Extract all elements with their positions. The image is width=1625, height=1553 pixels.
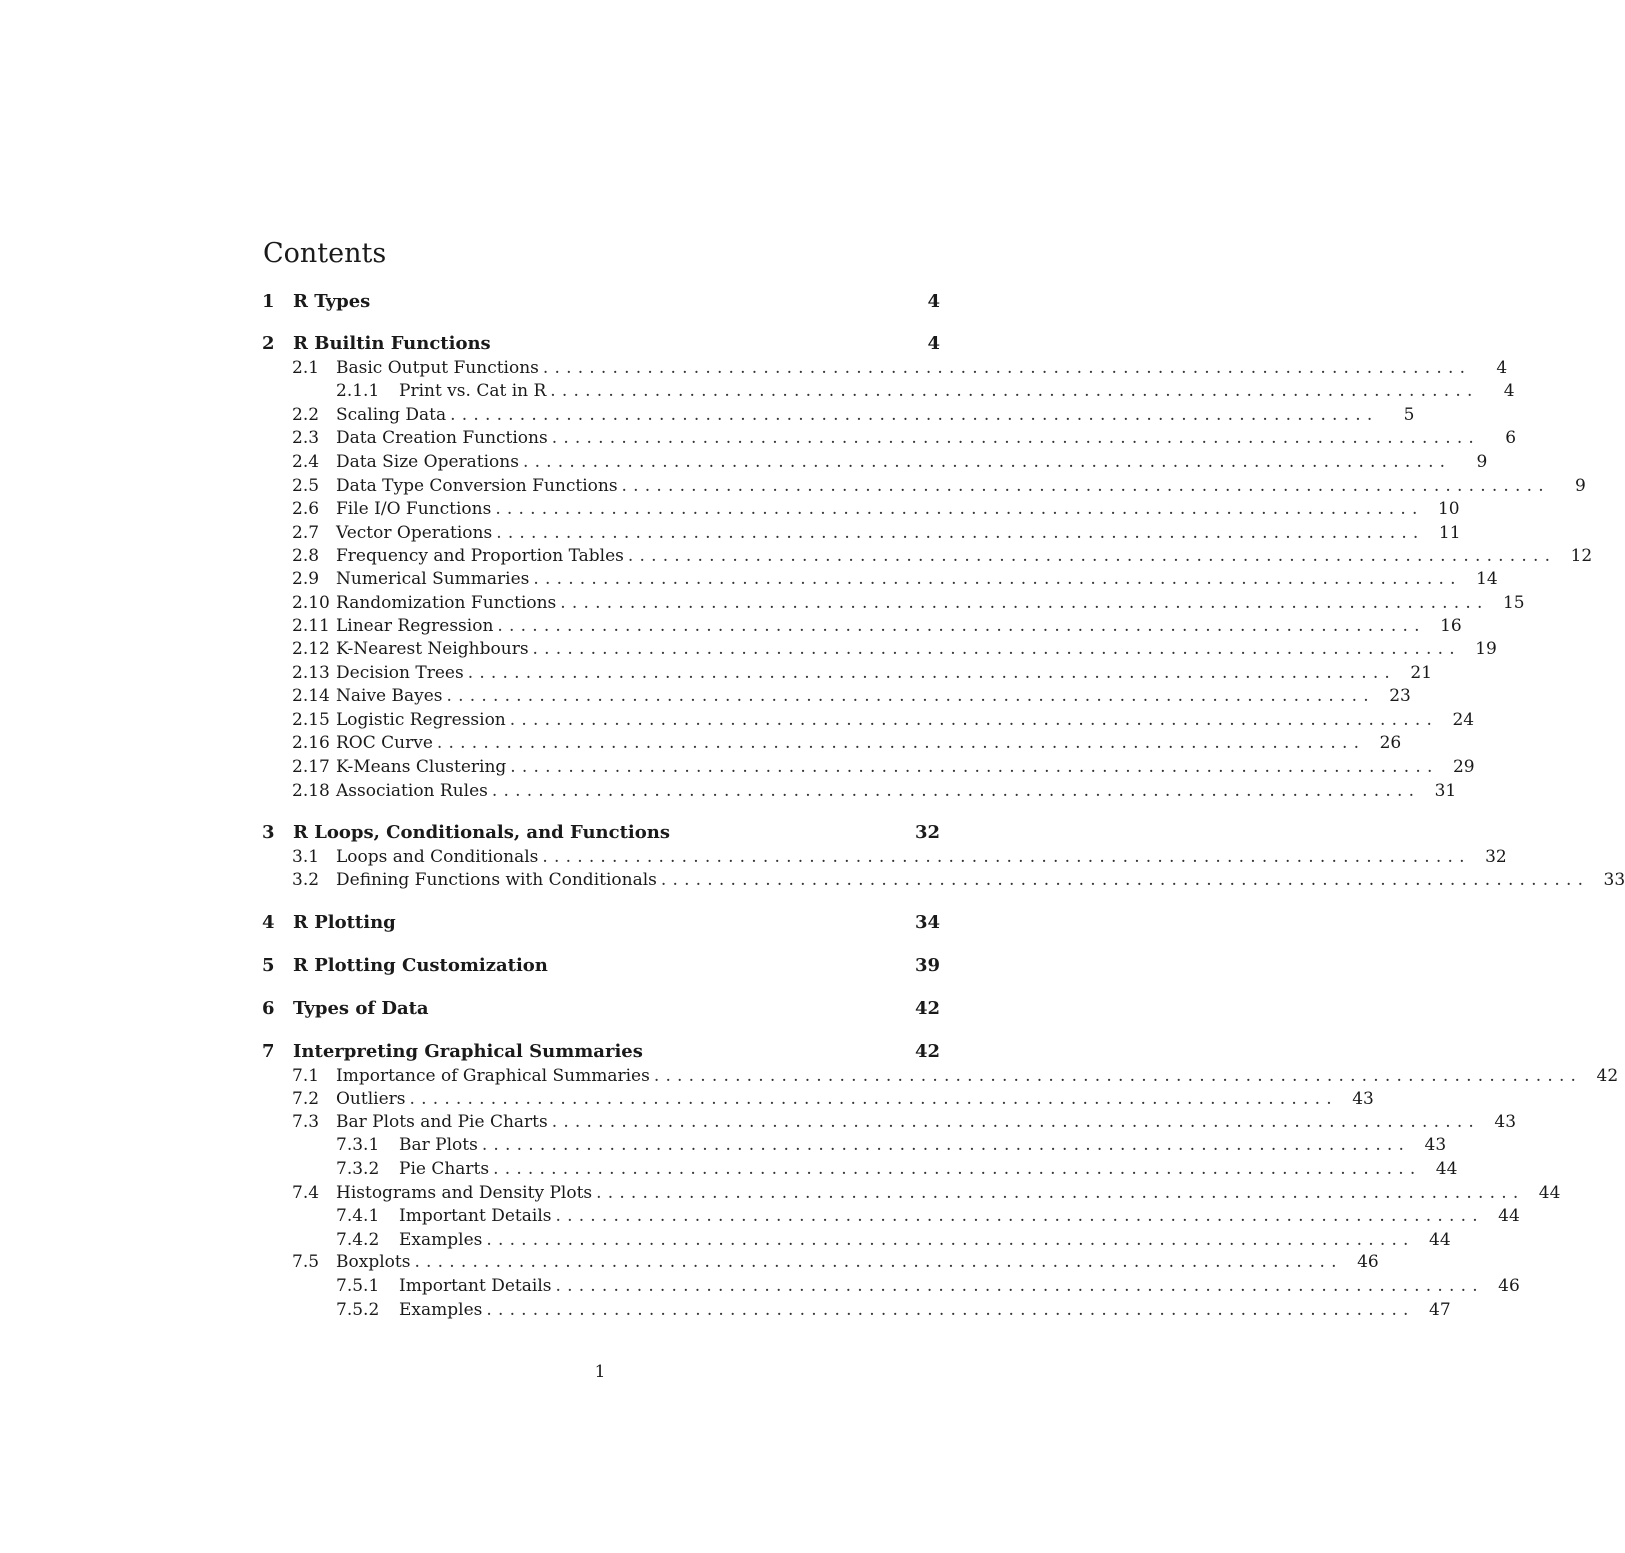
toc-entry-label: K-Means Clustering [336,757,507,777]
toc-entry-label: Types of Data [293,998,429,1019]
toc-entry-page: 23 [1389,686,1411,706]
toc-dot-leader: ................................................................................ [467,663,1397,683]
toc-subsection[interactable] [260,1087,1374,1111]
toc-subsection[interactable] [260,1064,1619,1088]
toc-entry-label: Basic Output Functions [336,358,539,378]
toc-section[interactable] [260,332,940,356]
toc-subsection[interactable] [260,403,1415,427]
toc-entry-label: Naive Bayes [336,686,443,706]
toc-entry-number: 7.2 [292,1089,320,1109]
toc-entry-page: 5 [1403,405,1415,425]
toc-dot-leader: ................................................................................ [486,1300,1415,1320]
toc-dot-leader: ................................................................................ [621,476,1550,496]
toc-entry-page: 43 [1352,1089,1374,1109]
toc-entry-label: Bar Plots [399,1135,478,1155]
toc-entry-number: 2.17 [292,757,330,777]
toc-entry-page: 12 [1570,546,1593,566]
toc-entry-number: 1 [262,291,275,312]
toc-entry-page: 31 [1434,781,1457,801]
toc-dot-leader: ................................................................................ [409,1089,1338,1109]
toc-entry-label: Data Size Operations [336,452,519,472]
toc-subsection[interactable] [260,1250,1379,1274]
toc-entry-number: 7.4.1 [336,1206,380,1226]
toc-entry-number: 6 [262,998,275,1019]
toc-subsection[interactable] [260,497,1460,521]
toc-entry-label: R Plotting Customization [293,955,548,976]
toc-entry-page: 33 [1603,870,1625,890]
toc-entry-number: 2.14 [292,686,330,706]
toc-entry-page: 9 [1476,452,1488,472]
toc-entry-number: 2.8 [292,546,320,566]
toc-subsubsection[interactable] [260,1228,1451,1252]
toc-entry-page: 32 [1485,847,1507,867]
toc-entry-page: 19 [1475,639,1497,659]
toc-entry-label: Histograms and Density Plots [336,1183,593,1203]
toc-entry-number: 7 [262,1041,275,1062]
toc-entry-page: 4 [1503,381,1515,401]
toc-entry-label: Important Details [399,1206,552,1226]
toc-entry-number: 3 [262,822,275,843]
toc-entry-number: 7.5 [292,1252,320,1272]
toc-entry-label: R Loops, Conditionals, and Functions [293,822,670,843]
toc-subsection[interactable] [260,1110,1517,1134]
toc-dot-leader: ................................................................................ [414,1252,1343,1272]
toc-dot-leader: ................................................................................ [436,733,1366,753]
toc-subsection[interactable] [260,661,1433,685]
toc-subsubsection[interactable] [260,1274,1520,1298]
toc-dot-leader: ................................................................................ [551,1112,1481,1132]
toc-dot-leader: ................................................................................ [481,1135,1411,1155]
toc-entry-page: 21 [1410,663,1433,683]
toc-subsubsection[interactable] [260,379,1515,403]
toc-section[interactable] [260,997,940,1021]
toc-entry-number: 7.4.2 [336,1230,380,1250]
toc-entry-number: 2.16 [292,733,330,753]
toc-entry-page: 11 [1438,523,1461,543]
toc-entry-page: 15 [1502,593,1525,613]
toc-entry-number: 7.3.1 [336,1135,380,1155]
toc-entry-page: 14 [1476,569,1498,589]
toc-subsubsection[interactable] [260,1298,1451,1322]
toc-entry-page: 10 [1437,499,1460,519]
toc-entry-label: Randomization Functions [336,593,557,613]
toc-subsection[interactable] [260,845,1507,869]
toc-entry-number: 2.12 [292,639,330,659]
toc-entry-number: 7.1 [292,1066,320,1086]
toc-entry-page: 6 [1505,428,1517,448]
toc-subsection[interactable] [260,450,1488,474]
toc-entry-page: 42 [914,998,940,1019]
toc-dot-leader: ................................................................................ [509,710,1439,730]
toc-subsection[interactable] [260,474,1586,498]
toc-entry-page: 4 [1496,358,1508,378]
toc-dot-leader: ................................................................................ [496,523,1425,543]
toc-dot-leader: ................................................................................ [653,1066,1583,1086]
toc-entry-page: 46 [1498,1276,1520,1296]
toc-entry-number: 2.3 [292,428,320,448]
toc-entry-number: 2.18 [292,781,330,801]
toc-entry-label: Examples [399,1300,483,1320]
toc-entry-number: 3.1 [292,847,320,867]
toc-entry-label: Print vs. Cat in R [399,381,547,401]
toc-entry-page: 16 [1440,616,1462,636]
toc-subsection[interactable] [260,521,1461,545]
toc-entry-number: 7.3.2 [336,1159,380,1179]
toc-entry-page: 42 [914,1041,940,1062]
toc-entry-label: ROC Curve [336,733,433,753]
toc-entry-label: Frequency and Proportion Tables [336,546,624,566]
toc-entry-label: Data Creation Functions [336,428,548,448]
toc-section[interactable] [260,821,940,845]
toc-dot-leader: ................................................................................ [555,1206,1484,1226]
toc-entry-page: 9 [1575,476,1586,496]
toc-entry-number: 2.2 [292,405,320,425]
toc-entry-page: 44 [1435,1159,1458,1179]
toc-entry-page: 4 [927,333,940,354]
page-title: Contents [263,238,387,269]
toc-entry-label: Vector Operations [336,523,493,543]
toc-entry-page: 34 [914,912,940,933]
toc-subsection[interactable] [260,779,1457,803]
toc-entry-number: 7.4 [292,1183,320,1203]
toc-entry-label: Loops and Conditionals [336,847,539,867]
toc-entry-label: Data Type Conversion Functions [336,476,618,496]
toc-dot-leader: ................................................................................ [510,757,1439,777]
toc-entry-number: 4 [262,912,275,933]
toc-entry-page: 29 [1452,757,1475,777]
toc-section[interactable] [260,1040,940,1064]
toc-entry-label: Numerical Summaries [336,569,530,589]
toc-dot-leader: ................................................................................ [532,639,1461,659]
toc-subsubsection[interactable] [260,1204,1520,1228]
toc-entry-page: 24 [1452,710,1475,730]
toc-dot-leader: ................................................................................ [550,381,1479,401]
toc-entry-number: 5 [262,955,275,976]
toc-entry-label: Logistic Regression [336,710,506,730]
toc-entry-page: 42 [1596,1066,1619,1086]
toc-subsection[interactable] [260,614,1462,638]
toc-entry-number: 7.3 [292,1112,320,1132]
toc-subsection[interactable] [260,1181,1561,1205]
toc-dot-leader: ................................................................................ [542,847,1471,867]
toc-entry-number: 2 [262,333,275,354]
toc-section[interactable] [260,290,940,314]
toc-subsection[interactable] [260,637,1497,661]
toc-entry-label: R Builtin Functions [293,333,491,354]
toc-entry-number: 7.5.2 [336,1300,380,1320]
toc-entry-label: Association Rules [336,781,488,801]
toc-entry-page: 26 [1379,733,1402,753]
toc-section[interactable] [260,954,940,978]
toc-entry-label: Interpreting Graphical Summaries [293,1041,643,1062]
toc-entry-number: 2.10 [292,593,330,613]
toc-entry-page: 44 [1538,1183,1561,1203]
toc-entry-label: R Types [293,291,371,312]
toc-entry-label: Pie Charts [399,1159,490,1179]
toc-entry-number: 2.6 [292,499,320,519]
toc-dot-leader: ................................................................................ [555,1276,1484,1296]
toc-entry-label: R Plotting [293,912,396,933]
toc-entry-label: Bar Plots and Pie Charts [336,1112,548,1132]
toc-entry-number: 2.1.1 [336,381,380,401]
toc-dot-leader: ................................................................................ [497,616,1426,636]
toc-subsection[interactable] [260,544,1593,568]
toc-entry-page: 4 [927,291,940,312]
toc-entry-label: Boxplots [336,1252,411,1272]
toc-dot-leader: ................................................................................ [495,499,1424,519]
toc-entry-label: Examples [399,1230,483,1250]
toc-entry-number: 2.13 [292,663,330,683]
toc-entry-number: 2.1 [292,358,320,378]
toc-entry-number: 2.11 [292,616,330,636]
toc-entry-number: 3.2 [292,870,320,890]
toc-dot-leader: ................................................................................ [560,593,1489,613]
toc-entry-label: Important Details [399,1276,552,1296]
toc-entry-number: 2.7 [292,523,320,543]
toc-subsection[interactable] [260,755,1475,779]
toc-entry-page: 44 [1498,1206,1520,1226]
toc-entry-number: 2.4 [292,452,320,472]
toc-entry-number: 2.9 [292,569,320,589]
toc-subsection[interactable] [260,356,1508,380]
toc-dot-leader: ................................................................................ [450,405,1379,425]
toc-entry-page: 32 [914,822,940,843]
toc-dot-leader: ................................................................................ [491,781,1421,801]
toc-entry-page: 47 [1429,1300,1451,1320]
page-number: 1 [594,1362,606,1382]
toc-subsubsection[interactable] [260,1157,1458,1181]
toc-entry-number: 2.5 [292,476,320,496]
toc-subsection[interactable] [260,684,1411,708]
toc-entry-label: Linear Regression [336,616,494,636]
toc-dot-leader: ................................................................................ [533,569,1462,589]
toc-entry-label: Scaling Data [336,405,447,425]
toc-entry-page: 39 [914,955,940,976]
toc-entry-number: 7.5.1 [336,1276,380,1296]
toc-subsection[interactable] [260,426,1517,450]
toc-entry-page: 43 [1494,1112,1517,1132]
toc-entry-label: Outliers [336,1089,406,1109]
toc-section[interactable] [260,911,940,935]
toc-dot-leader: ................................................................................ [660,870,1590,890]
toc-dot-leader: ................................................................................ [596,1183,1525,1203]
toc-entry-page: 43 [1424,1135,1447,1155]
toc-dot-leader: ................................................................................ [551,428,1481,448]
toc-subsection[interactable] [260,567,1498,591]
toc-subsection[interactable] [260,708,1475,732]
toc-subsubsection[interactable] [260,1133,1447,1157]
toc-dot-leader: ................................................................................ [542,358,1472,378]
toc-entry-label: Importance of Graphical Summaries [336,1066,650,1086]
toc-subsection[interactable] [260,591,1525,615]
toc-subsection[interactable] [260,868,1625,892]
toc-entry-page: 46 [1357,1252,1379,1272]
toc-entry-label: File I/O Functions [336,499,492,519]
toc-entry-number: 2.15 [292,710,330,730]
toc-dot-leader: ................................................................................ [486,1230,1415,1250]
toc-entry-label: Defining Functions with Conditionals [336,870,657,890]
toc-subsection[interactable] [260,731,1402,755]
toc-entry-label: K-Nearest Neighbours [336,639,529,659]
toc-entry-page: 44 [1429,1230,1451,1250]
toc-dot-leader: ................................................................................ [627,546,1557,566]
toc-dot-leader: ................................................................................ [522,452,1452,472]
toc-entry-label: Decision Trees [336,663,464,683]
toc-dot-leader: ................................................................................ [493,1159,1422,1179]
toc-dot-leader: ................................................................................ [446,686,1375,706]
